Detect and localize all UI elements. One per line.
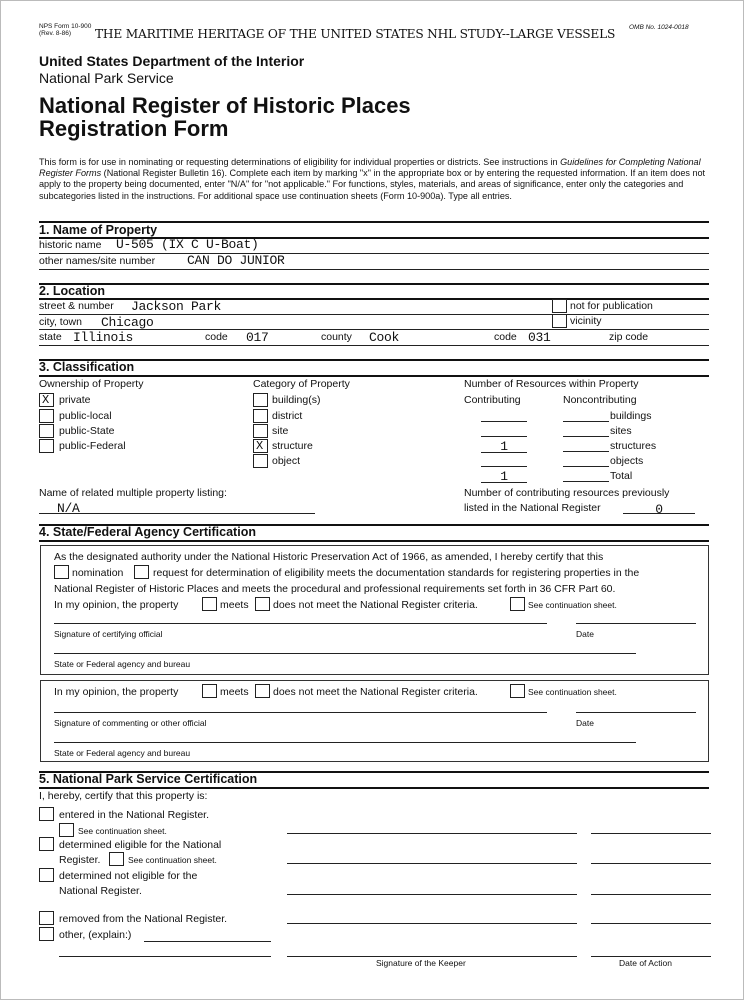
removed-signature-field[interactable]	[287, 923, 577, 924]
request-determination-checkbox[interactable]	[134, 565, 149, 579]
county-code-field[interactable]: 031	[528, 330, 551, 345]
objects-label: objects	[610, 455, 644, 467]
contributing-total-field[interactable]	[481, 468, 527, 483]
cert-statement-line1: As the designated authority under the National Historic Preservation Act of 1966, as amended, I hereby certify that this	[54, 551, 604, 563]
state-field[interactable]: Illinois	[73, 330, 134, 345]
instructions-guidelines-title: Guidelines for Completing National Register Forms	[39, 157, 701, 179]
category-object-checkbox[interactable]	[253, 454, 268, 468]
noncontributing-total-field[interactable]	[563, 469, 609, 482]
entered-checkbox[interactable]	[39, 807, 54, 821]
divider	[39, 359, 709, 361]
noncontributing-objects-field[interactable]	[563, 454, 609, 467]
related-listing-field[interactable]	[39, 499, 315, 514]
divider	[39, 269, 709, 270]
category-district-label: district	[272, 410, 303, 422]
instructions-text	[39, 157, 707, 202]
divider	[39, 375, 709, 377]
eligible-date-field[interactable]	[591, 863, 711, 864]
ownership-heading: Ownership of Property	[39, 378, 144, 390]
entered-label: entered in the National Register.	[59, 809, 210, 821]
commenting-date-field[interactable]	[576, 712, 696, 713]
certifying-signature-label: Signature of certifying official	[54, 629, 163, 639]
nps-cert-intro: I, hereby, certify that this property is:	[39, 790, 208, 802]
noncontributing-heading: Noncontributing	[563, 394, 637, 406]
vicinity-label: vicinity	[570, 315, 602, 327]
date-of-action-label: Date of Action	[619, 958, 672, 968]
entered-date-field[interactable]	[591, 833, 711, 834]
certifying-date-label: Date	[576, 629, 594, 639]
contributing-objects-field[interactable]	[481, 454, 527, 467]
x-mark: X	[42, 393, 50, 407]
department-name: United States Department of the Interior	[39, 53, 305, 69]
street-field[interactable]: Jackson Park	[131, 299, 222, 314]
city-field[interactable]: Chicago	[101, 315, 154, 330]
noncontributing-structures-field[interactable]	[563, 439, 609, 452]
nomination-checkbox[interactable]	[54, 565, 69, 579]
value: 0	[655, 502, 663, 517]
nomination-label: nomination	[72, 567, 124, 579]
value: 1	[500, 469, 508, 484]
entered-see-continuation-label: See continuation sheet.	[78, 826, 167, 836]
does-not-meet-label: does not meet the National Register criteria.	[273, 599, 478, 611]
box2-agency-bureau-field[interactable]	[54, 742, 636, 743]
contributing-sites-field[interactable]	[481, 424, 527, 437]
meets-label: meets	[220, 599, 249, 611]
ownership-public-federal-checkbox[interactable]	[39, 439, 54, 453]
category-site-label: site	[272, 425, 289, 437]
opinion-prefix: In my opinion, the property	[54, 599, 179, 611]
agency-bureau-field[interactable]	[54, 653, 636, 654]
category-structure-label: structure	[272, 440, 313, 452]
x-mark: X	[256, 439, 264, 453]
not-eligible-date-field[interactable]	[591, 894, 711, 895]
request-determination-label: request for determination of eligibility meets the documentation standards for registering properties in the	[153, 567, 640, 579]
box2-see-continuation-label: See continuation sheet.	[528, 687, 617, 697]
divider	[39, 345, 709, 346]
agency-name: National Park Service	[39, 70, 174, 86]
meets-checkbox[interactable]	[202, 597, 217, 611]
omb-number: OMB No. 1024-0018	[629, 24, 689, 31]
box2-agency-bureau-label: State or Federal agency and bureau	[54, 748, 191, 758]
entered-see-continuation-checkbox[interactable]	[59, 823, 74, 837]
date-of-action-field[interactable]	[591, 956, 711, 957]
section2-title: 2. Location	[39, 284, 105, 298]
commenting-signature-label: Signature of commenting or other official	[54, 718, 207, 728]
value: N/A	[57, 501, 80, 516]
certifying-date-field[interactable]	[576, 623, 696, 624]
resources-heading: Number of Resources within Property	[464, 378, 639, 390]
instructions-part1: This form is for use in nominating or requesting determinations of eligibility for individual properties or districts. See instructions in	[39, 157, 561, 167]
ownership-public-state-label: public-State	[59, 425, 115, 437]
eligible-see-continuation-checkbox[interactable]	[109, 852, 124, 866]
category-structure-checkbox[interactable]	[253, 439, 268, 453]
ownership-private-checkbox[interactable]	[39, 393, 54, 407]
ownership-public-state-checkbox[interactable]	[39, 424, 54, 438]
structures-label: structures	[610, 440, 657, 452]
does-not-meet-checkbox[interactable]	[255, 597, 270, 611]
instructions-part2: (National Register Bulletin 16). Complete each item by marking "x" in the appropriate box or by entering the requested information. If an item does not apply to the property being documented, enter "N/A" for "not applicable." For functions, styles, materials, and areas of significance, enter only the categories and subcategories listed in the instructions. For additional space use continuation sheets (Form 10-900a). Type all entries.	[39, 168, 706, 201]
other-label: other, (explain:)	[59, 929, 132, 941]
box2-opinion-prefix: In my opinion, the property	[54, 686, 179, 698]
removed-date-field[interactable]	[591, 923, 711, 924]
historic-name-label: historic name	[39, 239, 102, 251]
category-object-label: object	[272, 455, 301, 467]
vicinity-checkbox[interactable]	[552, 314, 567, 328]
keeper-signature-field[interactable]	[287, 956, 577, 957]
ownership-public-local-label: public-local	[59, 410, 112, 422]
box2-see-continuation-checkbox[interactable]	[510, 684, 525, 698]
contributing-buildings-field[interactable]	[481, 409, 527, 422]
other-names-label: other names/site number	[39, 255, 156, 267]
noncontributing-buildings-field[interactable]	[563, 409, 609, 422]
not-eligible-label-line1: determined not eligible for the	[59, 870, 198, 882]
removed-label: removed from the National Register.	[59, 913, 228, 925]
other-explain-field-line2[interactable]	[59, 956, 271, 957]
ownership-private-label: private	[59, 394, 91, 406]
section3-title: 3. Classification	[39, 360, 135, 374]
value: 1	[500, 439, 508, 454]
eligible-signature-field[interactable]	[287, 863, 577, 864]
other-explain-field[interactable]	[144, 941, 271, 942]
see-continuation-label: See continuation sheet.	[528, 600, 617, 610]
sites-label: sites	[610, 425, 632, 437]
form-number: NPS Form 10-900	[39, 23, 92, 30]
commenting-signature-field[interactable]	[54, 712, 547, 713]
city-label: city, town	[39, 316, 82, 328]
not-eligible-checkbox[interactable]	[39, 868, 54, 882]
buildings-label: buildings	[610, 410, 652, 422]
see-continuation-checkbox[interactable]	[510, 597, 525, 611]
category-building-label: building(s)	[272, 394, 321, 406]
category-heading: Category of Property	[253, 378, 350, 390]
divider	[39, 283, 709, 285]
category-building-checkbox[interactable]	[253, 393, 268, 407]
eligible-see-continuation-label: See continuation sheet.	[128, 855, 217, 865]
other-checkbox[interactable]	[39, 927, 54, 941]
category-site-checkbox[interactable]	[253, 424, 268, 438]
not-for-publication-label: not for publication	[570, 300, 653, 312]
divider	[39, 540, 709, 542]
county-code-label: code	[494, 331, 517, 343]
box2-meets-checkbox[interactable]	[202, 684, 217, 698]
contributing-heading: Contributing	[464, 394, 521, 406]
not-for-publication-checkbox[interactable]	[552, 299, 567, 313]
commenting-date-label: Date	[576, 718, 594, 728]
related-listing-label: Name of related multiple property listing:	[39, 487, 227, 499]
certifying-signature-field[interactable]	[54, 623, 547, 624]
county-field[interactable]: Cook	[369, 330, 400, 345]
eligible-label-line1: determined eligible for the National	[59, 839, 222, 851]
cert-statement-line3: National Register of Historic Places and meets the procedural and professional requirements set forth in 36 CFR Part 60.	[54, 583, 616, 595]
total-label: Total	[610, 470, 633, 482]
ownership-public-local-checkbox[interactable]	[39, 409, 54, 423]
zip-code-label: zip code	[609, 331, 649, 343]
keeper-signature-label: Signature of the Keeper	[376, 958, 466, 968]
ownership-public-federal-label: public-Federal	[59, 440, 126, 452]
entered-signature-field[interactable]	[287, 833, 577, 834]
not-eligible-label-line2: National Register.	[59, 885, 142, 897]
removed-checkbox[interactable]	[39, 911, 54, 925]
not-eligible-signature-field[interactable]	[287, 894, 577, 895]
noncontributing-sites-field[interactable]	[563, 424, 609, 437]
state-code-field[interactable]: 017	[246, 330, 269, 345]
form-revision: (Rev. 8-86)	[39, 30, 72, 37]
category-district-checkbox[interactable]	[253, 409, 268, 423]
section5-title: 5. National Park Service Certification	[39, 772, 258, 786]
agency-bureau-label: State or Federal agency and bureau	[54, 659, 191, 669]
state-label: state	[39, 331, 62, 343]
previously-listed-label-line2: listed in the National Register	[464, 502, 601, 514]
other-names-field[interactable]: CAN DO JUNIOR	[187, 253, 285, 268]
county-label: county	[321, 331, 352, 343]
eligible-label-line2: Register.	[59, 854, 101, 866]
section1-title: 1. Name of Property	[39, 223, 158, 237]
divider	[39, 253, 709, 254]
previously-listed-label-line1: Number of contributing resources previously	[464, 487, 670, 499]
historic-name-field[interactable]: U-505 (IX C U-Boat)	[116, 237, 259, 252]
box2-does-not-meet-checkbox[interactable]	[255, 684, 270, 698]
page-title-line2: Registration Form	[39, 116, 229, 141]
box2-meets-label: meets	[220, 686, 249, 698]
state-code-label: code	[205, 331, 228, 343]
previously-listed-field[interactable]	[623, 500, 695, 517]
box2-does-not-meet-label: does not meet the National Register criteria.	[273, 686, 478, 698]
page-title-line1: National Register of Historic Places	[39, 93, 411, 118]
contributing-structures-field[interactable]	[481, 438, 527, 453]
street-label: street & number	[39, 300, 114, 312]
section4-title: 4. State/Federal Agency Certification	[39, 525, 256, 539]
eligible-checkbox[interactable]	[39, 837, 54, 851]
divider	[39, 787, 709, 789]
study-title: THE MARITIME HERITAGE OF THE UNITED STATES NHL STUDY--LARGE VESSELS	[95, 27, 616, 41]
